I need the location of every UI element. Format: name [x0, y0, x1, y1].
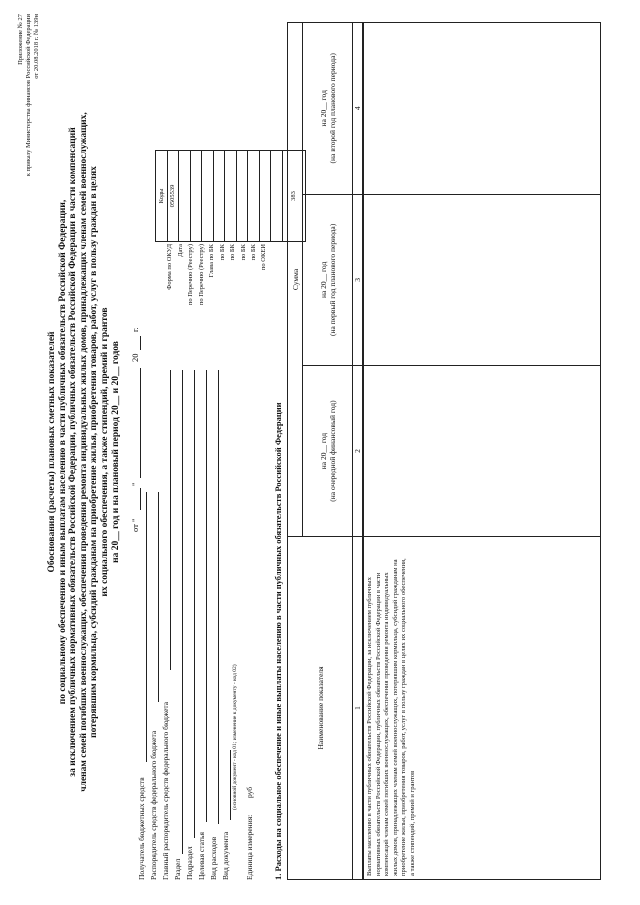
appendix-note	[17, 14, 41, 176]
doc-type-hint: (основной документ - код 01; изменение к документу - код 02)	[232, 664, 238, 810]
col-num-1: 1	[353, 536, 364, 879]
row-1-line-3: компенсаций членам семей погибших военнослужащих, обеспечения проведения ремонта индивидуальных	[383, 572, 391, 876]
code-bk-4[interactable]	[259, 151, 271, 242]
field-line-doctype[interactable]	[230, 750, 231, 820]
code-label-bk-2: по БК	[229, 244, 236, 261]
col-year-current-a: на 20__ год	[318, 432, 328, 470]
title-line-5: потерявшим кормильца, субсидий гражданам на приобретение жилья, приобретения товаров, работ, услуг в пользу граждан в целях	[89, 166, 100, 738]
field-expense-type: Вид расходов	[209, 836, 218, 880]
row-1-sum-plan-1[interactable]	[363, 194, 601, 366]
field-line-manager[interactable]	[158, 492, 159, 702]
okei-label: по ОКЕИ	[260, 244, 267, 271]
code-okud: 0505539	[167, 151, 179, 242]
expenses-table	[287, 22, 601, 880]
code-okei: 383	[282, 151, 305, 242]
row-1-line-6: а также стипендий, премий и грантов	[408, 770, 416, 876]
code-label-bk-3: по БК	[239, 244, 247, 261]
col-year-current-b: (на очередной финансовый год)	[327, 400, 337, 502]
row-1-name	[363, 536, 601, 879]
field-section: Раздел	[173, 858, 182, 880]
field-line-recipient[interactable]	[146, 492, 147, 762]
title-line-7: на 20__ год и на плановый период 20__ и 20__ годов	[110, 341, 121, 563]
row-1-sum-plan-2[interactable]	[363, 23, 601, 195]
field-line-expense[interactable]	[218, 370, 219, 824]
col-year-plan-2-b: (на второй год планового периода)	[327, 53, 337, 164]
title-line-6: их социального обеспечения, а также стипендий, премий и грантов	[99, 307, 110, 597]
date-quote: "	[130, 482, 140, 486]
unit-label: Единица измерения:	[245, 814, 254, 880]
code-head-bk[interactable]	[213, 151, 225, 242]
code-date[interactable]	[179, 151, 191, 242]
title-line-1: Обоснования (расчеты) плановых сметных показателей	[47, 331, 57, 573]
date-year-prefix: 20	[130, 353, 140, 362]
title-line-4: членам семей погибших военнослужащих, обеспечения проведения ремонта индивидуальных жилых домов, принадлежащих членам семей военнослужащих,	[78, 112, 89, 792]
col-year-current	[303, 366, 353, 537]
title-line-2: по социальному обеспечению и иным выплатам населению в части публичных обязательств Российской Федерации,	[57, 199, 68, 705]
row-1-sum-current[interactable]	[363, 366, 601, 537]
field-subsection: Подраздел	[185, 846, 194, 880]
field-recipient: Получатель бюджетных средств	[137, 777, 146, 880]
code-label-registry-1: по Перечню (Реестру)	[187, 244, 194, 306]
code-doc-type[interactable]	[271, 151, 283, 242]
field-target-article: Целевая статья	[197, 832, 206, 880]
section-1-title: 1. Расходы на социальное обеспечение и иные выплаты населению в части публичных обязательств Российской Федерации	[273, 402, 283, 880]
title-line-3: за исключением публичных нормативных обязательств Российской Федерации, публичных обязательств Российской Федерации в части компенсаций	[68, 127, 79, 777]
col-num-3: 3	[353, 194, 364, 366]
form-sheet	[15, 12, 625, 892]
code-registry-1[interactable]	[190, 151, 202, 242]
code-label-bk-4: по БК	[250, 244, 257, 261]
code-bk-2[interactable]	[236, 151, 248, 242]
date-year-blank[interactable]	[140, 336, 141, 350]
field-doc-type: Вид документа	[221, 831, 230, 880]
code-bk-3[interactable]	[248, 151, 260, 242]
row-1-line-4: жилых домов, принадлежащих членам семей военнослужащих, потерявшим кормильца, субсидий гражданам на	[391, 559, 399, 876]
field-manager: Распорядитель средств федерального бюджета	[149, 730, 158, 880]
col-year-plan-1-a: на 20__ год	[318, 261, 328, 299]
col-year-plan-1	[303, 194, 353, 366]
date-ot: от "	[130, 518, 140, 532]
field-line-chief[interactable]	[170, 370, 171, 670]
form-title	[47, 42, 121, 862]
field-line-subsection[interactable]	[194, 370, 195, 838]
row-1-line-5: приобретение жилья, приобретения товаров, работ, услуг в пользу граждан в целях их социального обеспечения,	[400, 558, 408, 876]
field-chief-manager: Главный распорядитель средств федерального бюджета	[161, 701, 170, 880]
appendix-line-2: к приказу Министерства финансов Российской Федерации	[25, 14, 32, 177]
code-label-head-bk: Глава по БК	[208, 244, 215, 278]
col-year-plan-2	[303, 23, 353, 195]
code-bk-1[interactable]	[225, 151, 237, 242]
code-label-registry-2: по Перечню (Реестру)	[197, 244, 205, 306]
col-num-4: 4	[353, 23, 364, 195]
appendix-line-1: Приложение № 27	[17, 14, 24, 65]
col-sum-header: Сумма	[288, 23, 303, 537]
col-year-plan-1-b: (на первый год планового периода)	[327, 223, 337, 337]
code-labels	[165, 244, 260, 352]
field-labels	[137, 360, 257, 880]
field-line-section[interactable]	[182, 370, 183, 854]
codes-header: Коды	[156, 151, 168, 242]
code-label-bk-1: по БК	[218, 244, 226, 261]
field-line-target[interactable]	[206, 370, 207, 822]
code-registry-2[interactable]	[202, 151, 214, 242]
unit-value: руб	[245, 786, 254, 798]
col-num-2: 2	[353, 366, 364, 537]
code-label-okud: Форма по ОКУД	[166, 244, 173, 290]
col-year-plan-2-a: на 20__ год	[318, 90, 328, 127]
col-name-header: Наименование показателя	[288, 536, 353, 879]
row-1-line-1: Выплаты населению в части публичных обязательств Российской Федерации, за исключением публичных	[366, 577, 373, 876]
date-g: г.	[130, 327, 140, 332]
appendix-line-3: от 20.08.2018 г. № 139н	[33, 14, 40, 79]
row-1-line-2: нормативных обязательств Российской Федерации, публичных обязательств Российской Федерации в части	[374, 572, 382, 876]
codes-table	[155, 150, 306, 242]
code-label-date: Дата	[176, 244, 184, 257]
